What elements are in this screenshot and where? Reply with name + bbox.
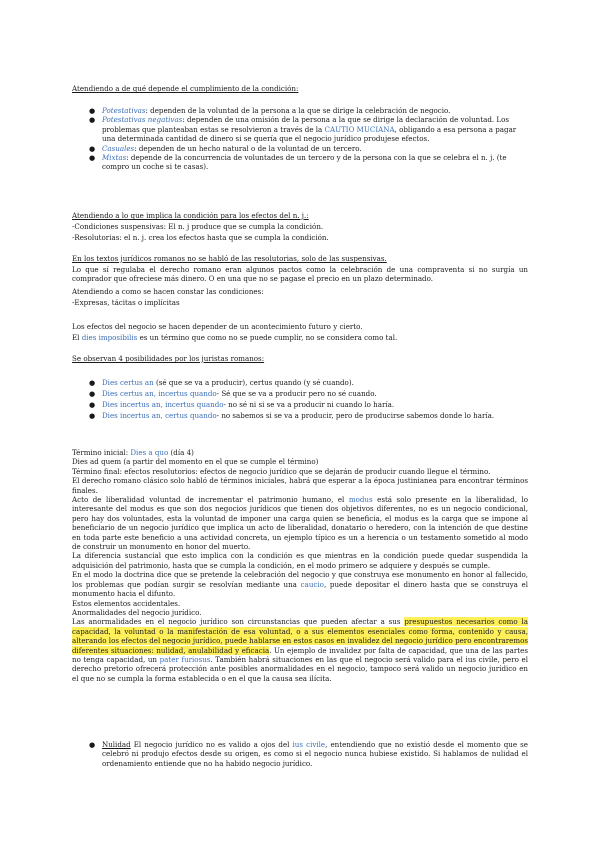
term: Casuales <box>102 143 135 153</box>
list-nulidad <box>72 740 528 768</box>
term: Dies incertus an, incertus quando <box>102 400 224 409</box>
list-item: ● Dies incertus an, certus quando- no sabemos si se va a producir, pero de producirse sabemos donde lo haría. <box>89 411 495 420</box>
link-dies-imposibilis[interactable]: dies imposibilis <box>81 333 138 342</box>
list-item: ● Dies incertus an, incertus quando- no sé ni si se va a producir ni cuando lo haría. <box>89 400 395 409</box>
bullet-icon: ● <box>89 740 96 749</box>
bullet-icon: ● <box>89 143 96 153</box>
heading-textos-romanos: En los textos jurídicos romanos no se habló de las resolutorias, solo de las suspensivas. <box>72 254 387 263</box>
text-line: El dies imposibilis es un término que como no se puede cumplir, no se considera como tal. <box>72 333 398 342</box>
paragraph: Lo que sí regulaba el derecho romano eran algunos pactos como la celebración de una compraventa si no surgía un comprador que ofreciese más dinero. O en una que no se pagase el precio en un plazo determinado. <box>72 265 528 284</box>
paragraph: La diferencia sustancial que esto implica con la condición es que mientras en la condición puede quedar suspendida la adquisición del patrimonio, hasta que se cumpla la condición, en el modo primero se adquiere y después se cumple. <box>72 551 528 570</box>
list-tipos-condicion <box>72 106 528 172</box>
heading-efectos: Atendiendo a lo que implica la condición para los efectos del n. j.: <box>72 211 309 220</box>
text-line: Estos elementos accidentales. <box>72 598 181 608</box>
bullet-icon: ● <box>89 115 96 125</box>
term: Dies certus an <box>102 378 154 387</box>
text-line: -Resolutorias: el n. j. crea los efectos hasta que se cumpla la condición. <box>72 233 329 242</box>
list-item: ● Dies certus an (sé que se va a producir), certus quando (y sé cuando). <box>89 378 354 387</box>
term: Nulidad <box>102 740 131 749</box>
text-line: -Expresas, tácitas o implícitas <box>72 298 180 307</box>
highlighted-text: presupuestos necesarios como la capacidad, la voluntad o la manifestación de esa voluntad, o a sus elementos esenciales como forma, contenido y causa, alterando los efectos del negocio jurídico, puede hablarse en estos casos en invalidez del negocio jurídico pero encontraremos diferentes situaciones: nulidad, anulabilidad y eficacia <box>72 617 528 655</box>
list-item: ● Mixtas: depende de la concurrencia de voluntades de un tercero y de la persona con la que se celebra el n. j. (te compro un coche si te casas). <box>89 153 507 172</box>
section-terminos <box>72 448 528 683</box>
heading-cumplimiento: Atendiendo a de qué depende el cumplimiento de la condición: <box>72 84 299 93</box>
term: Mixtas <box>102 153 127 163</box>
text-line: Término inicial: Dies a quo (día 4) <box>72 448 194 457</box>
bullet-icon: ● <box>89 400 96 409</box>
text-line: Los efectos del negocio se hacen depender de un acontecimiento futuro y cierto. <box>72 322 363 331</box>
term: Dies incertus an, certus quando <box>102 411 217 420</box>
text-line: -Condiciones suspensivas: El n. j produce que se cumpla la condición. <box>72 222 324 231</box>
text-line: Término final: efectos resolutorios: efectos de negocio jurídico que se dejarán de producir cuando llegue el término. <box>72 466 491 476</box>
term: Potestativas negativas <box>102 115 183 125</box>
bullet-icon: ● <box>89 389 96 398</box>
link-modus[interactable]: modus <box>348 495 373 505</box>
bullet-icon: ● <box>89 153 96 163</box>
paragraph: En el modo la doctrina dice que se pretende la celebración del negocio y que construya ese monumento en honor al fallecido, los problemas que podían surgir se resolvían mediante una caucio, puede depositar el dinero hasta que se construya el monumento hacia el difunto. <box>72 570 528 599</box>
bullet-icon: ● <box>89 411 96 420</box>
paragraph: Acto de liberalidad voluntad de incrementar el patrimonio humano, el modus está solo presente en la liberalidad, lo interesante del modus es que son dos negocios jurídicos que tienen dos objetivos diferentes, no es un negocio condicional, pero hay dos voluntades, esta la voluntad de imponer una carga quien se beneficia, el modus es la carga que se impone al beneficiario de un negocio jurídico que implica un acto de liberalidad, donatario o heredero, con la intención de que destine en toda parte este beneficio a una actividad concreta, un ejemplo típico es un a herencia o un testamento sometido al modo de construir un monumento en honor del muerto. <box>72 495 529 552</box>
term: Potestativas <box>102 106 146 115</box>
text-line: Dies ad quem (a partir del momento en el que se cumple el término) <box>72 457 319 467</box>
term: Dies certus an, incertus quando <box>102 389 217 398</box>
heading-posibilidades: Se observan 4 posibilidades por los juristas romanos: <box>72 354 265 363</box>
text-line: Atendiendo a como se hacen constar las condiciones: <box>72 287 264 296</box>
text-line: Anormalidades del negocio jurídico. <box>72 607 202 617</box>
paragraph: Las anormalidades en el negocio jurídico son circunstancias que pueden afectar a sus presupuestos necesarios como la capacidad, la voluntad o la manifestación de esa voluntad, o a sus elementos esenciales como forma, contenido y causa, alterando los efectos del negocio jurídico, puede hablarse en estos casos en invalidez del negocio jurídico pero encontraremos diferentes situaciones: nulidad, anulabilidad y eficacia. Un ejemplo de invalidez por falta de capacidad, que una de las partes no tenga capacidad, un pater furiosus. También habrá situaciones en las que el negocio será valido para el ius civile, pero el derecho pretorio ofrecerá protección ante posibles anormalidades en el negocio, tampoco será valido un negocio jurídico en el que no se cumpla la forma establecida o en el que la causa sea ilícita. <box>72 617 528 683</box>
link-caucio[interactable]: caucio <box>300 579 324 589</box>
list-item: ● Dies certus an, incertus quando- Sé que se va a producir pero no sé cuando. <box>89 389 377 398</box>
list-item: ● Casuales: dependen de un hecho natural o de la voluntad de un tercero. <box>89 143 362 153</box>
list-dies <box>72 378 528 420</box>
bullet-icon: ● <box>89 106 96 115</box>
list-item: ● Potestativas negativas: dependen de una omisión de la persona a la que se dirige la declaración de voluntad. Los problemas que planteaban estas se resolvieron a través de la CAUTIO MUCIANA, obligando a esa persona a pagar una determinada cantidad de dinero si se quería que el negocio jurídico produjese efectos. <box>89 115 517 144</box>
link-cautio-muciana[interactable]: CAUTIO MUCIANA <box>324 124 395 134</box>
bullet-icon: ● <box>89 378 96 387</box>
link-ius-civile[interactable]: ius civile <box>292 740 326 749</box>
link-dies-a-quo[interactable]: Dies a quo <box>130 448 169 457</box>
list-item: ● Potestativas: dependen de la voluntad de la persona a la que se dirige la celebración de negocio. <box>89 106 451 115</box>
paragraph: El derecho romano clásico solo habló de términos iniciales, habrá que esperar a la época justinianea para encontrar términos finales. <box>72 476 528 495</box>
list-item: ● Nulidad El negocio jurídico no es valido a ojos del ius civile, entendiendo que no existió desde el momento que se celebró ni produjo efectos desde su origen, es como si el negocio nunca hubiese existido. Si hablamos de nulidad el ordenamiento entiende que no ha habido negocio jurídico. <box>89 740 529 768</box>
link-pater-furiosus[interactable]: pater furiosus <box>159 654 211 664</box>
